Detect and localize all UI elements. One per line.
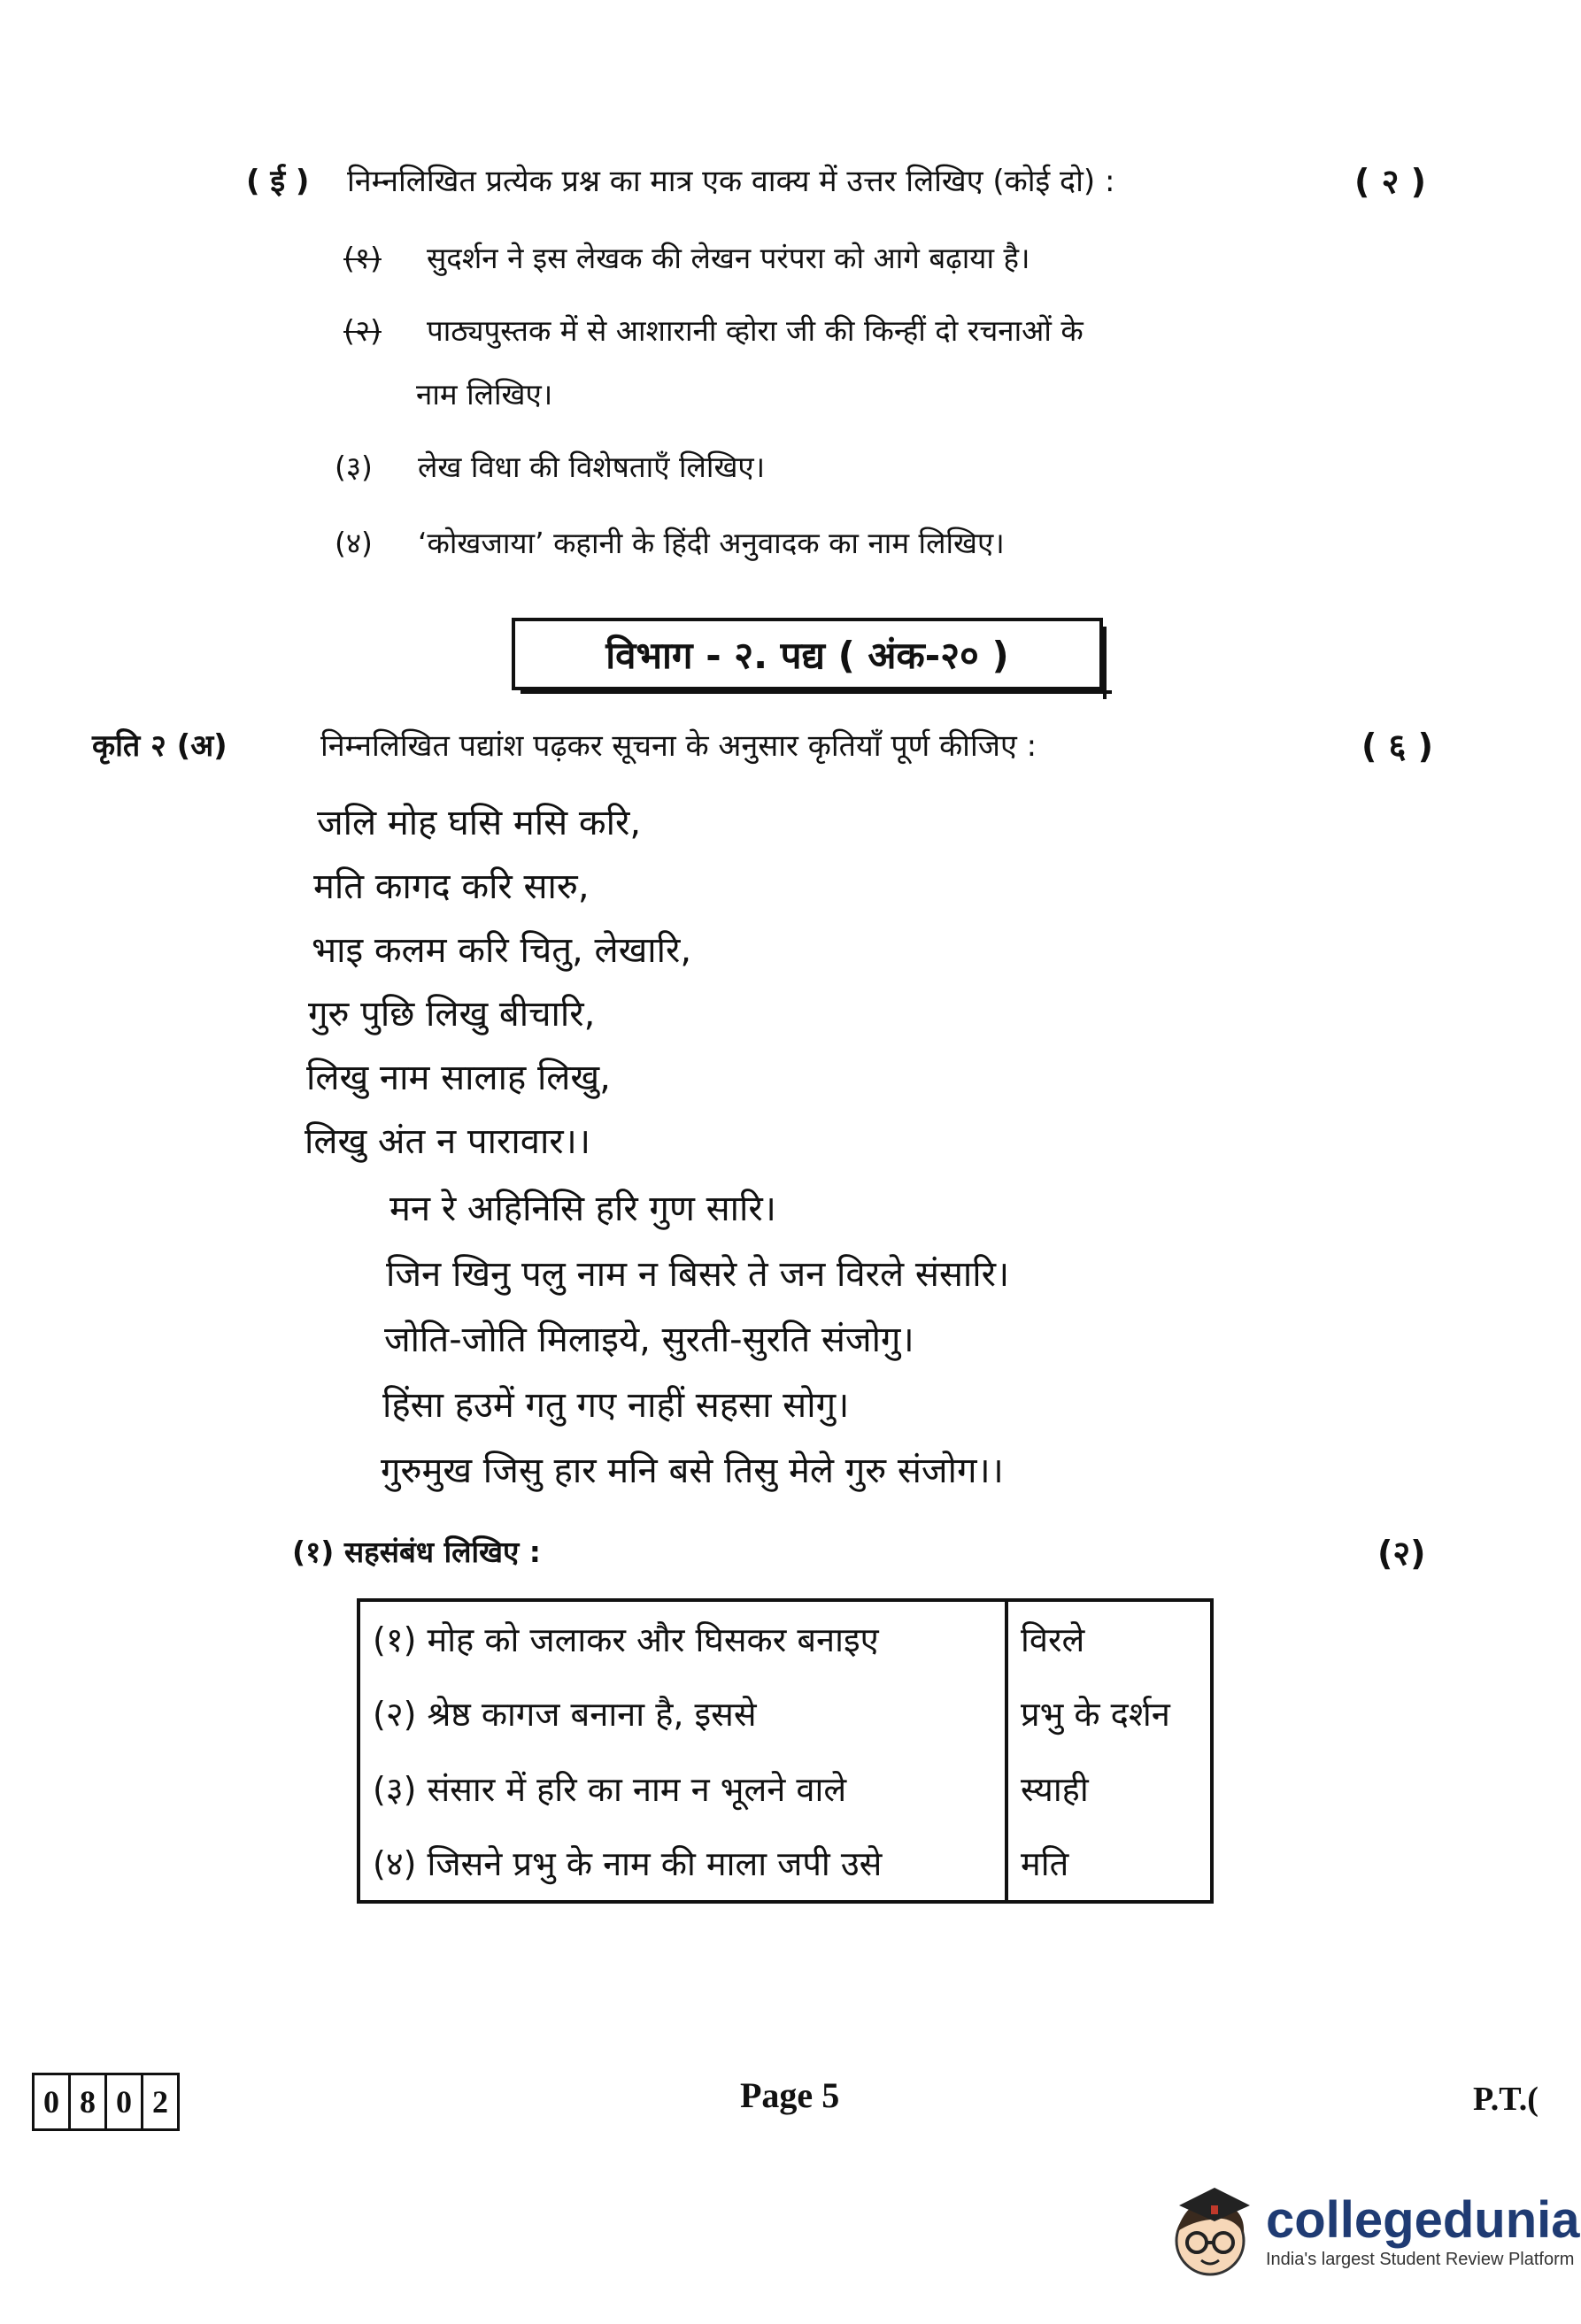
table-cell-right: स्याही [1021,1769,1089,1809]
verse-line: लिखु अंत न पारावार।। [305,1121,590,1162]
item-text: ‘कोखजाया’ कहानी के हिंदी अनुवादक का नाम लिखिए। [418,526,1005,560]
table-row [359,1826,1212,1902]
paper-code-box [32,2073,180,2131]
matching-table [357,1598,1214,1904]
code-digit: 8 [71,2075,107,2128]
table-cell-left: (२) श्रेष्ठ कागज बनाना है, इससे [359,1676,1006,1751]
brand-tagline: India's largest Student Review Platform [1266,2249,1575,2269]
verse-line: मति कागद करि सारु, [313,866,590,907]
table-cell-right: विरले [1021,1620,1085,1660]
item-text-continued: नाम लिखिए। [416,377,553,412]
question-instruction: निम्नलिखित पद्यांश पढ़कर सूचना के अनुसार कृतियाँ पूर्ण कीजिए : [320,728,1037,764]
table-row [359,1751,1212,1825]
item-number: (४) [335,526,373,560]
table-cell-left: (३) संसार में हरि का नाम न भूलने वाले [359,1751,1006,1825]
table-row [359,1676,1212,1751]
verse-line: गुरु पुछि लिखु बीचारि, [308,994,596,1035]
table-cell-right: मति [1021,1843,1069,1883]
item-text: लेख विधा की विशेषताएँ लिखिए। [418,450,766,484]
question-instruction: निम्नलिखित प्रत्येक प्रश्न का मात्र एक वाक्य में उत्तर लिखिए (कोई दो) : [347,164,1115,199]
page-number: Page 5 [740,2075,840,2115]
table-row [359,1600,1212,1676]
collegedunia-logo [1161,2179,1580,2285]
question-marks: ( २ ) [1354,162,1426,201]
verse-line: जोति-जोति मिलाइये, सुरती-सुरति संजोगु। [384,1320,914,1360]
code-digit: 0 [35,2075,71,2128]
question-label: ( ई ) [246,164,310,199]
subquestion-label: (१) सहसंबंध लिखिए : [292,1535,541,1569]
table-cell-left: (४) जिसने प्रभु के नाम की माला जपी उसे [359,1826,1006,1902]
question-marks: ( ६ ) [1361,727,1433,766]
verse-line: मन रे अहिनिसि हरि गुण सारि। [389,1189,776,1229]
brand-name: collegedunia [1266,2190,1580,2249]
verse-line: जलि मोह घसि मसि करि, [317,803,642,843]
item-text: पाठ्यपुस्तक में से आशारानी व्होरा जी की किन्हीं दो रचनाओं के [427,313,1084,348]
please-turn-over: P.T.( [1473,2081,1539,2118]
verse-line: भाइ कलम करि चितु, लेखारि, [312,930,692,971]
question-label: कृति २ (अ) [92,728,228,764]
section-title: विभाग - २. पद्य ( अंक-२० ) [605,633,1009,677]
code-digit: 2 [152,2084,168,2120]
verse-line: गुरुमुख जिसु हार मनि बसे तिसु मेले गुरु संजोग।। [381,1451,1004,1491]
mascot-icon [1161,2179,1259,2285]
verse-line: लिखु नाम सालाह लिखु, [306,1058,611,1098]
table-cell-left: (१) मोह को जलाकर और घिसकर बनाइए [359,1600,1006,1676]
item-number: (३) [335,450,373,484]
verse-line: जिन खिनु पलु नाम न बिसरे ते जन विरले संसारि। [386,1254,1010,1295]
verse-line: हिंसा हउमें गतु गए नाहीं सहसा सोगु। [382,1385,850,1426]
table-cell-right: प्रभु के दर्शन [1021,1695,1170,1735]
code-digit: 0 [107,2075,143,2128]
subquestion-marks: (२) [1377,1534,1426,1573]
item-number: (१) [343,241,382,275]
item-number: (२) [343,313,382,348]
item-text: सुदर्शन ने इस लेखक की लेखन परंपरा को आगे बढ़ाया है। [427,241,1030,275]
section-title-box [512,618,1103,690]
